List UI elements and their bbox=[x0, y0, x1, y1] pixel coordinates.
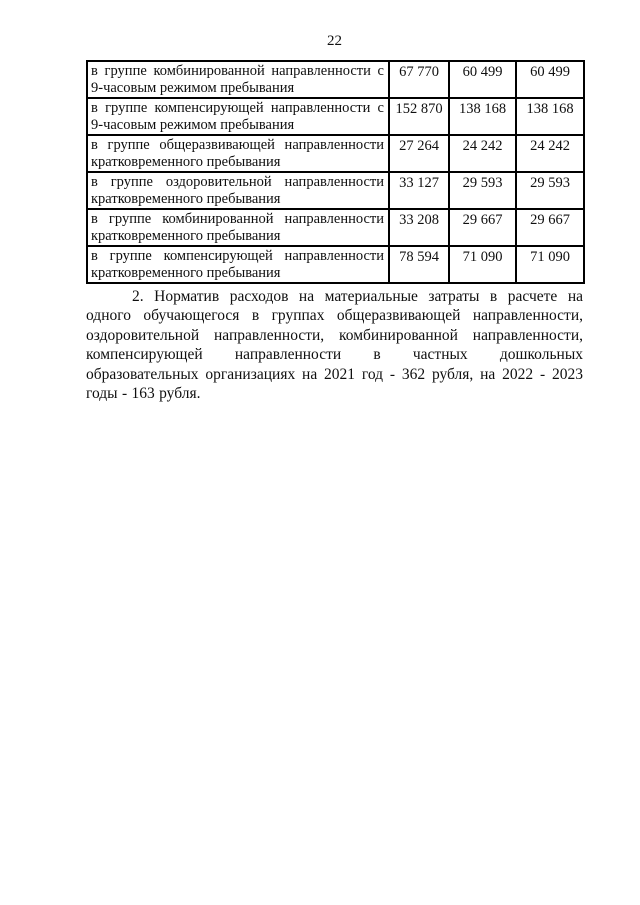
body-paragraph: 2. Норматив расходов на материальные затраты в расчете на одного обучающегося в группах общеразвивающей направленности, оздоровительной направленности, комбинированной направленности, компенсирующей направленности в частных дошкольных образовательных организациях на 2021 год - 362 рубля, на 2022 - 2023 годы - 163 рубля. bbox=[86, 288, 583, 403]
page-number: 22 bbox=[327, 33, 342, 49]
value-cell: 33 208 bbox=[389, 209, 449, 246]
table-row bbox=[87, 135, 584, 172]
value-cell: 29 667 bbox=[516, 209, 584, 246]
value-cell: 33 127 bbox=[389, 172, 449, 209]
value-cell: 29 593 bbox=[449, 172, 516, 209]
value-cell: 138 168 bbox=[516, 98, 584, 135]
value-cell: 71 090 bbox=[449, 246, 516, 283]
norms-table bbox=[86, 60, 585, 284]
row-label: в группе оздоровительной направленности кратковременного пребывания bbox=[87, 172, 389, 209]
value-cell: 60 499 bbox=[449, 61, 516, 98]
value-cell: 71 090 bbox=[516, 246, 584, 283]
table-row bbox=[87, 61, 584, 98]
value-cell: 78 594 bbox=[389, 246, 449, 283]
row-label: в группе компенсирующей направленности кратковременного пребывания bbox=[87, 246, 389, 283]
table-row bbox=[87, 209, 584, 246]
page-content bbox=[0, 0, 640, 403]
table-row bbox=[87, 172, 584, 209]
row-label: в группе комбинированной направленности кратковременного пребывания bbox=[87, 209, 389, 246]
row-label: в группе компенсирующей направленности с 9-часовым режимом пребывания bbox=[87, 98, 389, 135]
value-cell: 27 264 bbox=[389, 135, 449, 172]
value-cell: 29 667 bbox=[449, 209, 516, 246]
table-row bbox=[87, 246, 584, 283]
row-label: в группе комбинированной направленности с 9-часовым режимом пребывания bbox=[87, 61, 389, 98]
value-cell: 60 499 bbox=[516, 61, 584, 98]
value-cell: 138 168 bbox=[449, 98, 516, 135]
value-cell: 152 870 bbox=[389, 98, 449, 135]
value-cell: 24 242 bbox=[516, 135, 584, 172]
row-label: в группе общеразвивающей направленности кратковременного пребывания bbox=[87, 135, 389, 172]
value-cell: 24 242 bbox=[449, 135, 516, 172]
value-cell: 29 593 bbox=[516, 172, 584, 209]
table-row bbox=[87, 98, 584, 135]
value-cell: 67 770 bbox=[389, 61, 449, 98]
